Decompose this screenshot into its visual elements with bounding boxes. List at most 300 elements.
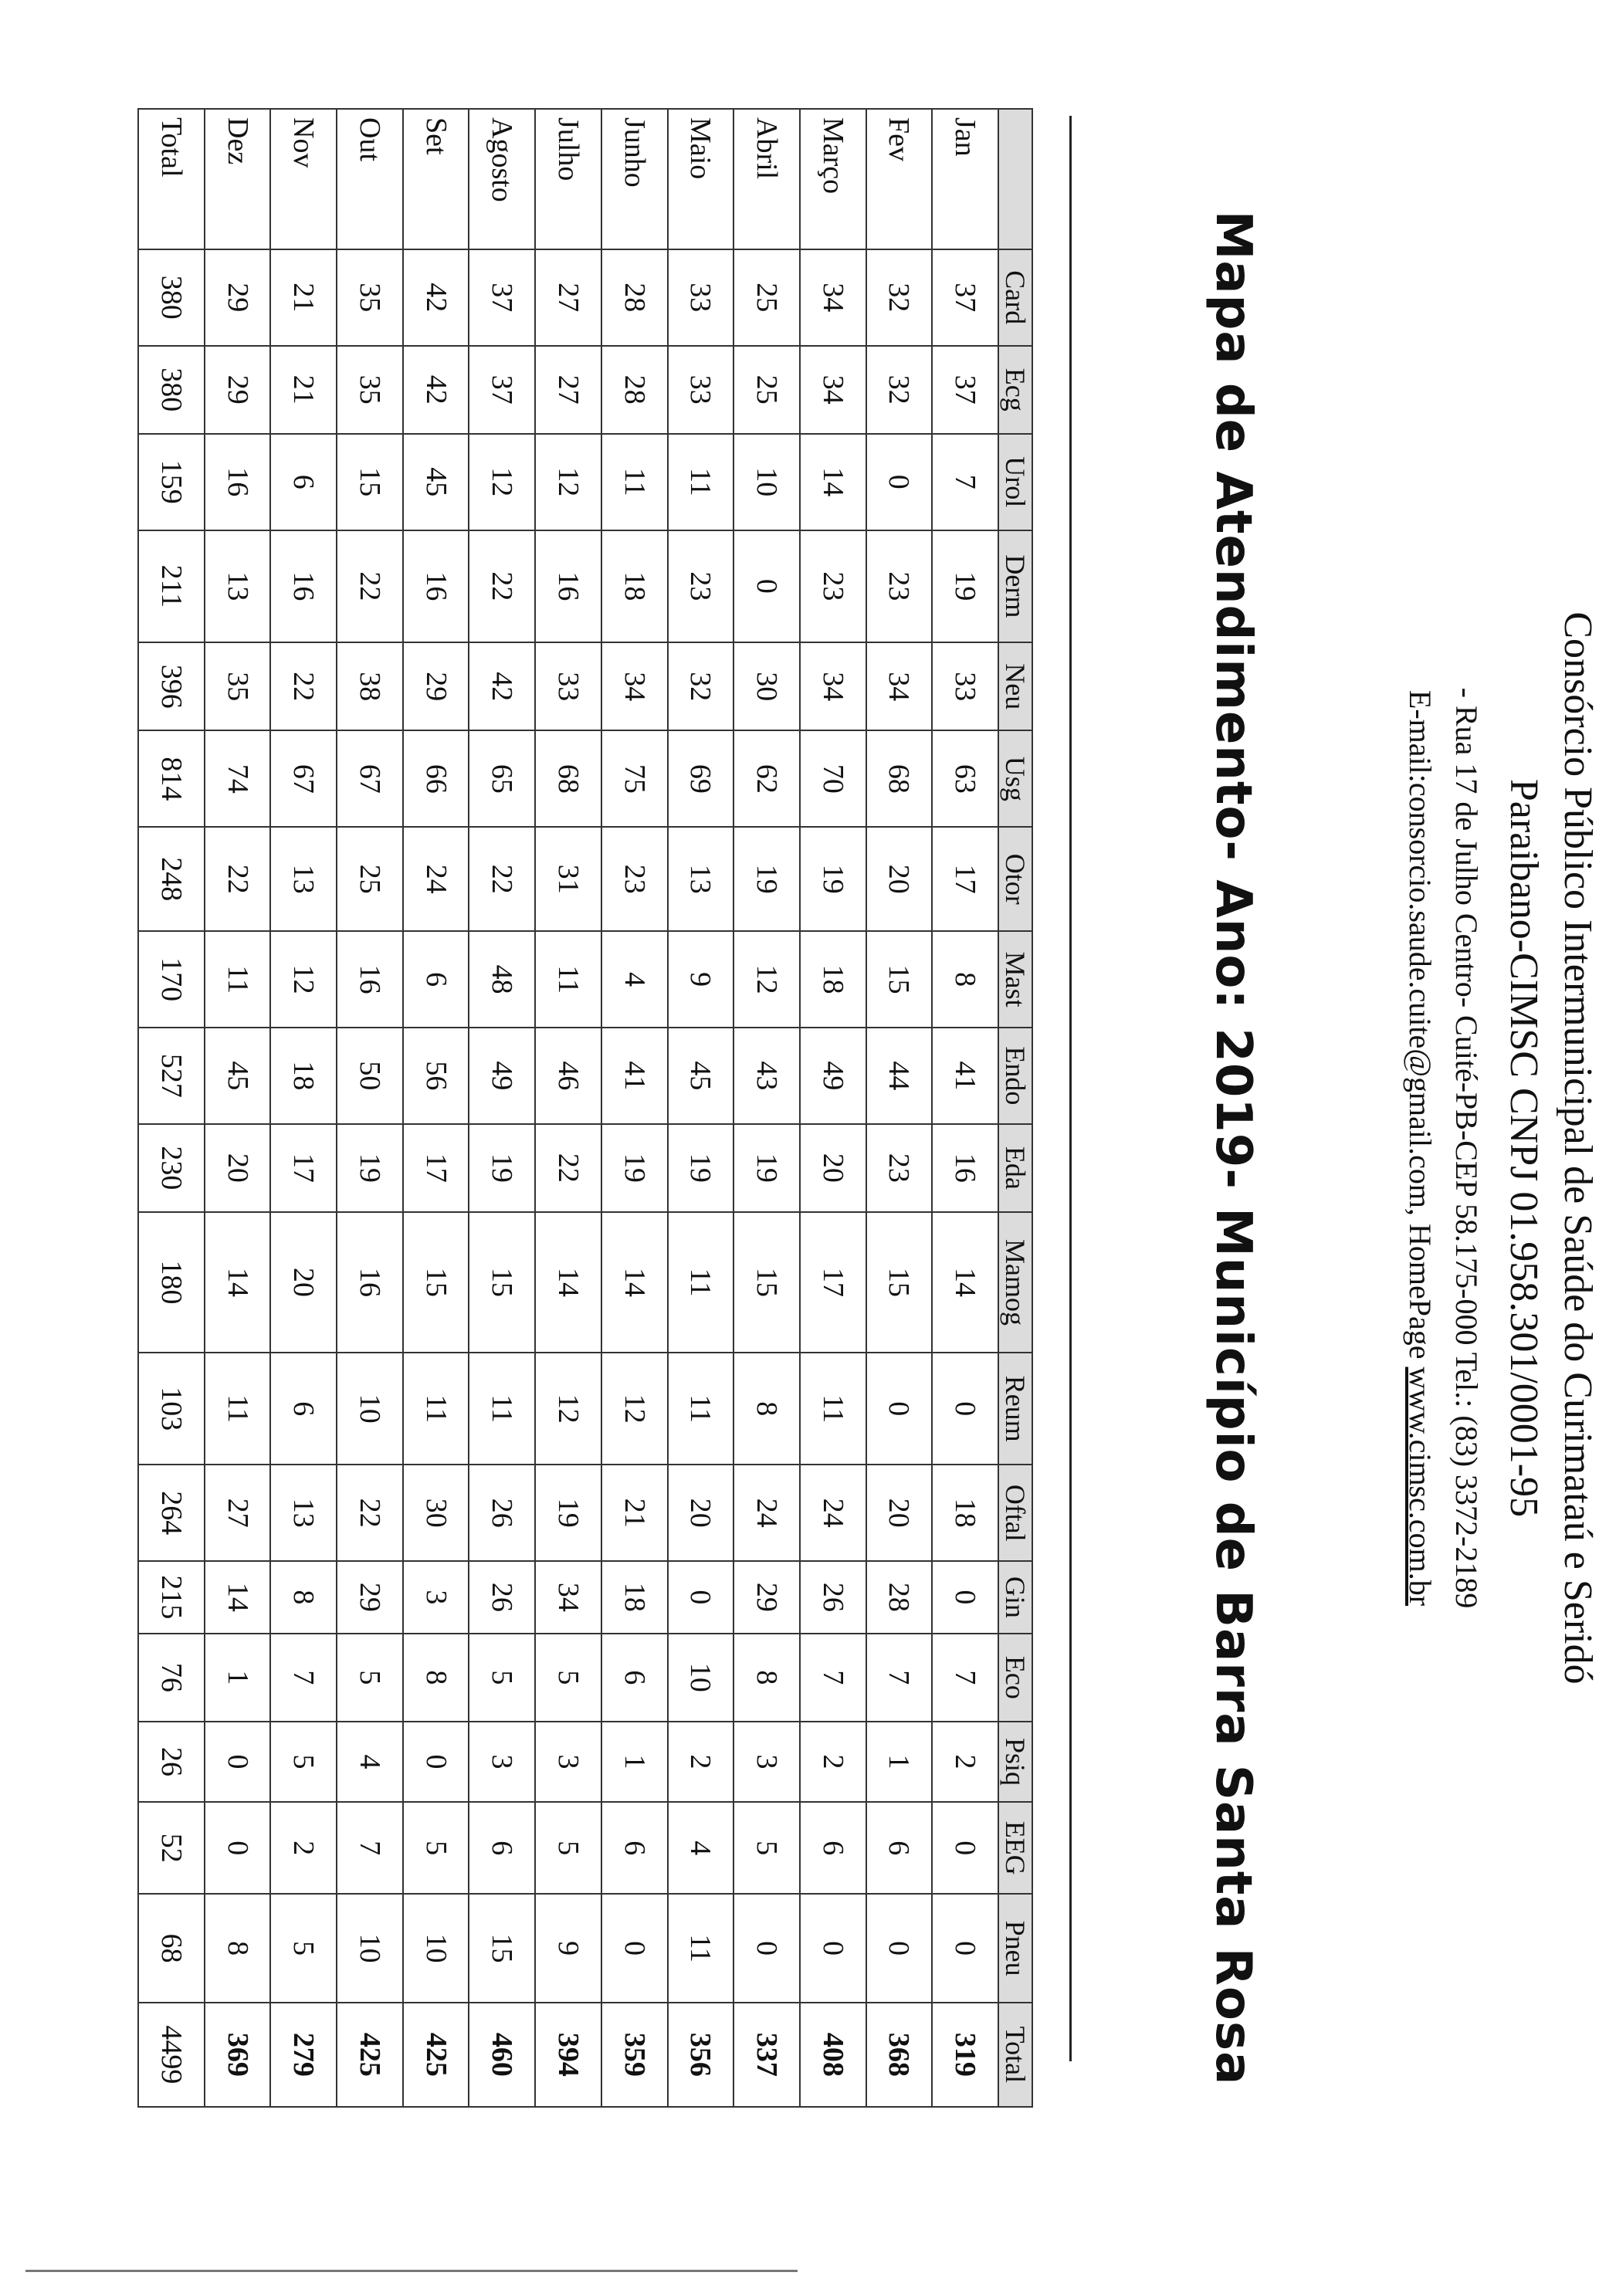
table-cell: 20 [270,1212,337,1353]
column-header: Gin [998,1561,1032,1634]
table-cell: 170 [138,931,205,1028]
table-cell: 21 [270,249,337,346]
table-cell: 3 [733,1722,800,1802]
table-cell: 15 [469,1212,536,1353]
table-row [800,109,866,2107]
table-cell: 0 [866,1894,933,2002]
table-cell: 3 [469,1722,536,1802]
table-cell: 248 [138,827,205,931]
table-cell: 11 [668,1353,734,1465]
table-cell: 23 [866,530,933,643]
table-cell: 16 [403,530,469,643]
table-cell: 17 [270,1124,337,1212]
table-cell: 6 [469,1802,536,1895]
row-total-cell: 408 [800,2003,866,2107]
table-row [403,109,469,2107]
table-cell: 0 [668,1561,734,1634]
table-row [337,109,403,2107]
table-cell: 8 [733,1353,800,1465]
table-cell: 29 [403,642,469,730]
column-header: Eco [998,1634,1032,1722]
row-label: Nov [270,109,337,249]
table-cell: 41 [932,1028,998,1124]
column-header: Reum [998,1353,1032,1465]
homepage-link[interactable]: www.cimsc.com.br [1403,1366,1438,1607]
table-cell: 14 [601,1212,668,1353]
table-cell: 8 [733,1634,800,1722]
table-row [270,109,337,2107]
table-header-row [998,109,1032,2107]
table-cell: 42 [403,346,469,434]
row-total-cell: 368 [866,2003,933,2107]
table-cell: 45 [668,1028,734,1124]
table-cell: 103 [138,1353,205,1465]
table-cell: 16 [535,530,601,643]
table-cell: 42 [403,249,469,346]
table-cell: 20 [668,1465,734,1561]
table-cell: 18 [601,1561,668,1634]
table-cell: 0 [800,1894,866,2002]
table-cell: 28 [866,1561,933,1634]
column-header: Neu [998,642,1032,730]
column-header: Pneu [998,1894,1032,2002]
table-cell: 23 [866,1124,933,1212]
table-cell: 17 [800,1212,866,1353]
table-cell: 62 [733,730,800,827]
table-cell: 17 [932,827,998,931]
table-cell: 37 [469,346,536,434]
table-cell: 22 [270,642,337,730]
table-cell: 31 [535,827,601,931]
table-cell: 5 [733,1802,800,1895]
table-cell: 16 [337,1212,403,1353]
table-cell: 68 [138,1894,205,2002]
column-header: Usg [998,730,1032,827]
table-cell: 8 [270,1561,337,1634]
table-cell: 10 [733,434,800,530]
table-cell: 13 [270,827,337,931]
table-cell: 7 [932,1634,998,1722]
table-row [733,109,800,2107]
table-cell: 49 [469,1028,536,1124]
table-cell: 67 [337,730,403,827]
table-cell: 11 [800,1353,866,1465]
table-cell: 22 [337,1465,403,1561]
table-cell: 11 [668,1894,734,2002]
table-cell: 18 [800,931,866,1028]
row-total-cell: 460 [469,2003,536,2107]
grand-total-cell: 4499 [138,2003,205,2107]
table-cell: 211 [138,530,205,643]
column-header: Mamog [998,1212,1032,1353]
table-cell: 34 [866,642,933,730]
table-cell: 264 [138,1465,205,1561]
table-cell: 30 [403,1465,469,1561]
table-cell: 10 [403,1894,469,2002]
table-cell: 13 [205,530,271,643]
table-cell: 6 [800,1802,866,1895]
table-cell: 4 [337,1722,403,1802]
table-cell: 9 [668,931,734,1028]
table-cell: 27 [535,346,601,434]
table-cell: 34 [535,1561,601,1634]
table-cell: 380 [138,249,205,346]
table-cell: 2 [668,1722,734,1802]
table-cell: 6 [601,1634,668,1722]
table-cell: 35 [337,346,403,434]
table-cell: 56 [403,1028,469,1124]
table-cell: 380 [138,346,205,434]
header-corner-cell [998,109,1032,249]
email-text: E-mail:consorcio.saude.cuite@gmail.com, HomePage [1403,689,1438,1367]
page-edge-line [25,2270,798,2272]
table-row [866,109,933,2107]
table-cell: 17 [403,1124,469,1212]
table-cell: 68 [866,730,933,827]
table-cell: 69 [668,730,734,827]
table-cell: 42 [469,642,536,730]
table-cell: 0 [932,1353,998,1465]
row-total-cell: 425 [403,2003,469,2107]
table-cell: 37 [469,249,536,346]
table-cell: 13 [270,1465,337,1561]
table-cell: 26 [469,1561,536,1634]
table-row [932,109,998,2107]
row-label: Out [337,109,403,249]
row-label: Maio [668,109,734,249]
table-cell: 19 [601,1124,668,1212]
row-label: Junho [601,109,668,249]
table-cell: 0 [932,1894,998,2002]
row-total-cell: 369 [205,2003,271,2107]
column-header: Total [998,2003,1032,2107]
table-cell: 7 [270,1634,337,1722]
table-cell: 12 [535,1353,601,1465]
table-cell: 74 [205,730,271,827]
table-cell: 70 [800,730,866,827]
title-divider [1069,116,1072,2061]
table-cell: 15 [866,1212,933,1353]
table-cell: 25 [733,346,800,434]
column-header: Oftal [998,1465,1032,1561]
table-cell: 527 [138,1028,205,1124]
table-cell: 0 [866,1353,933,1465]
row-total-cell: 425 [337,2003,403,2107]
table-cell: 16 [205,434,271,530]
row-label: Março [800,109,866,249]
table-cell: 33 [668,346,734,434]
table-cell: 28 [601,346,668,434]
table-cell: 12 [270,931,337,1028]
table-cell: 11 [403,1353,469,1465]
table-cell: 25 [733,249,800,346]
table-cell: 52 [138,1802,205,1895]
table-cell: 159 [138,434,205,530]
column-header: Endo [998,1028,1032,1124]
column-header: EEG [998,1802,1032,1895]
row-total-cell: 319 [932,2003,998,2107]
table-cell: 45 [403,434,469,530]
table-cell: 5 [270,1894,337,2002]
table-cell: 5 [535,1634,601,1722]
table-cell: 32 [866,346,933,434]
table-cell: 0 [733,1894,800,2002]
table-cell: 35 [337,249,403,346]
table-cell: 0 [866,434,933,530]
table-cell: 1 [866,1722,933,1802]
row-total-cell: 356 [668,2003,734,2107]
table-cell: 76 [138,1634,205,1722]
table-row [469,109,536,2107]
table-cell: 25 [337,827,403,931]
table-row [668,109,734,2107]
address-line: - Rua 17 de Julho Centro- Cuité-PB-CEP 58.175-000 Tel.: (83) 3372-2189 [1449,687,1484,1609]
attendance-table [137,108,1033,2108]
table-cell: 18 [932,1465,998,1561]
table-cell: 230 [138,1124,205,1212]
column-header: Card [998,249,1032,346]
table-cell: 6 [866,1802,933,1895]
totals-row [138,109,205,2107]
table-cell: 1 [601,1722,668,1802]
column-header: Eda [998,1124,1032,1212]
table-cell: 44 [866,1028,933,1124]
table-cell: 33 [668,249,734,346]
table-cell: 215 [138,1561,205,1634]
table-cell: 180 [138,1212,205,1353]
table-cell: 9 [535,1894,601,2002]
table-cell: 19 [668,1124,734,1212]
table-cell: 0 [932,1802,998,1895]
table-cell: 19 [733,1124,800,1212]
row-label: Jan [932,109,998,249]
table-cell: 75 [601,730,668,827]
row-total-cell: 337 [733,2003,800,2107]
row-label: Julho [535,109,601,249]
table-cell: 814 [138,730,205,827]
table-cell: 7 [932,434,998,530]
table-cell: 12 [601,1353,668,1465]
table-cell: 15 [337,434,403,530]
table-cell: 5 [535,1802,601,1895]
table-cell: 19 [469,1124,536,1212]
table-cell: 8 [932,931,998,1028]
table-cell: 24 [733,1465,800,1561]
table-cell: 50 [337,1028,403,1124]
row-label: Dez [205,109,271,249]
table-cell: 14 [535,1212,601,1353]
table-cell: 15 [733,1212,800,1353]
table-cell: 29 [205,249,271,346]
table-cell: 19 [932,530,998,643]
table-cell: 22 [205,827,271,931]
row-label: Fev [866,109,933,249]
table-cell: 68 [535,730,601,827]
table-cell: 396 [138,642,205,730]
table-cell: 12 [535,434,601,530]
column-header: Urol [998,434,1032,530]
table-cell: 65 [469,730,536,827]
table-cell: 6 [601,1802,668,1895]
table-cell: 18 [270,1028,337,1124]
table-cell: 16 [337,931,403,1028]
table-cell: 3 [403,1561,469,1634]
table-cell: 18 [601,530,668,643]
table-cell: 19 [535,1465,601,1561]
table-cell: 21 [601,1465,668,1561]
table-cell: 34 [601,642,668,730]
table-cell: 19 [733,827,800,931]
table-cell: 20 [866,1465,933,1561]
table-cell: 0 [403,1722,469,1802]
table-cell: 20 [800,1124,866,1212]
table-cell: 27 [535,249,601,346]
table-cell: 23 [800,530,866,643]
table-cell: 11 [601,434,668,530]
table-cell: 22 [535,1124,601,1212]
table-cell: 38 [337,642,403,730]
table-cell: 24 [403,827,469,931]
row-label: Set [403,109,469,249]
table-cell: 24 [800,1465,866,1561]
table-cell: 14 [205,1212,271,1353]
table-cell: 29 [205,346,271,434]
table-cell: 0 [601,1894,668,2002]
table-cell: 2 [270,1802,337,1895]
table-cell: 11 [205,1353,271,1465]
table-row [601,109,668,2107]
table-cell: 29 [733,1561,800,1634]
row-total-cell: 394 [535,2003,601,2107]
table-cell: 4 [601,931,668,1028]
table-cell: 11 [205,931,271,1028]
table-cell: 5 [337,1634,403,1722]
table-cell: 23 [601,827,668,931]
table-cell: 10 [668,1634,734,1722]
table-cell: 37 [932,346,998,434]
table-cell: 48 [469,931,536,1028]
table-cell: 6 [270,434,337,530]
table-cell: 22 [469,827,536,931]
table-cell: 7 [800,1634,866,1722]
table-cell: 35 [205,642,271,730]
row-label: Abril [733,109,800,249]
table-cell: 11 [668,434,734,530]
table-cell: 2 [800,1722,866,1802]
table-cell: 22 [337,530,403,643]
table-cell: 15 [403,1212,469,1353]
table-cell: 19 [337,1124,403,1212]
table-cell: 0 [932,1561,998,1634]
table-cell: 13 [668,827,734,931]
table-cell: 33 [535,642,601,730]
table-cell: 45 [205,1028,271,1124]
table-cell: 7 [337,1802,403,1895]
table-cell: 16 [932,1124,998,1212]
table-row [205,109,271,2107]
column-header: Otor [998,827,1032,931]
table-cell: 63 [932,730,998,827]
table-cell: 6 [403,931,469,1028]
table-cell: 26 [469,1465,536,1561]
table-cell: 10 [337,1894,403,2002]
table-cell: 32 [866,249,933,346]
table-cell: 14 [932,1212,998,1353]
table-cell: 15 [866,931,933,1028]
table-cell: 14 [205,1561,271,1634]
table-cell: 19 [800,827,866,931]
table-cell: 27 [205,1465,271,1561]
table-cell: 26 [138,1722,205,1802]
row-label: Agosto [469,109,536,249]
table-cell: 33 [932,642,998,730]
table-cell: 30 [733,642,800,730]
column-header: Psiq [998,1722,1032,1802]
table-cell: 5 [469,1634,536,1722]
table-cell: 12 [733,931,800,1028]
consortium-name-line2: Paraibano-CIMSC CNPJ 01.958.301/0001-95 [1502,778,1546,1518]
table-cell: 28 [601,249,668,346]
table-cell: 29 [337,1561,403,1634]
table-cell: 0 [205,1802,271,1895]
table-cell: 34 [800,346,866,434]
column-header: Derm [998,530,1032,643]
table-cell: 20 [205,1124,271,1212]
column-header: Ecg [998,346,1032,434]
table-row [535,109,601,2107]
page-title: Mapa de Atendimento- Ano: 2019- Município de Barra Santa Rosa [1204,210,1262,2086]
table-cell: 5 [270,1722,337,1802]
table-cell: 22 [469,530,536,643]
table-cell: 3 [535,1722,601,1802]
consortium-name-line1: Consórcio Público Intermunicipal de Saúde do Curimataú e Seridó [1556,611,1600,1685]
table-cell: 66 [403,730,469,827]
table-cell: 11 [535,931,601,1028]
table-cell: 8 [205,1894,271,2002]
table-cell: 8 [403,1634,469,1722]
table-cell: 10 [337,1353,403,1465]
table-cell: 21 [270,346,337,434]
table-cell: 7 [866,1634,933,1722]
table-cell: 34 [800,642,866,730]
table-cell: 41 [601,1028,668,1124]
table-cell: 0 [733,530,800,643]
table-cell: 16 [270,530,337,643]
table-cell: 49 [800,1028,866,1124]
table-cell: 2 [932,1722,998,1802]
table-cell: 5 [403,1802,469,1895]
table-cell: 0 [205,1722,271,1802]
table-cell: 32 [668,642,734,730]
row-label: Total [138,109,205,249]
table-cell: 37 [932,249,998,346]
table-cell: 34 [800,249,866,346]
table-cell: 12 [469,434,536,530]
table-cell: 26 [800,1561,866,1634]
table-cell: 46 [535,1028,601,1124]
table-cell: 20 [866,827,933,931]
table-cell: 1 [205,1634,271,1722]
table-cell: 23 [668,530,734,643]
column-header: Mast [998,931,1032,1028]
table-cell: 14 [800,434,866,530]
table-cell: 43 [733,1028,800,1124]
table-cell: 11 [469,1353,536,1465]
table-cell: 11 [668,1212,734,1353]
row-total-cell: 279 [270,2003,337,2107]
table-cell: 67 [270,730,337,827]
row-total-cell: 359 [601,2003,668,2107]
